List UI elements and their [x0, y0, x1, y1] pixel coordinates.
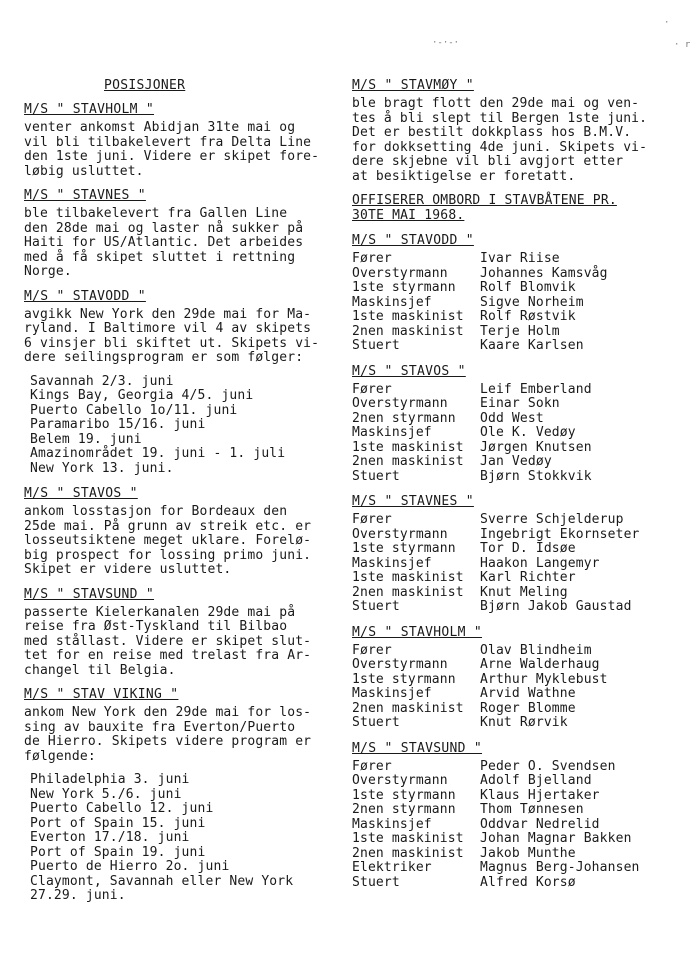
ship-heading: M/S " STAVSUND " [24, 586, 155, 602]
paragraph-line: tes å bli slept til Bergen 1ste juni. [352, 110, 648, 126]
crew-name: Jørgen Knutsen [480, 439, 592, 455]
crew-name: Bjørn Stokkvik [480, 468, 592, 484]
crew-row [352, 644, 682, 659]
crew-section [352, 741, 682, 891]
crew-section [352, 625, 682, 731]
position-paragraph [24, 308, 342, 366]
crew-row [352, 383, 682, 398]
paragraph-line: ble tilbakelevert fra Gallen Line [24, 206, 288, 221]
crew-role: Stuert [352, 468, 400, 484]
scan-speck: · r [674, 40, 691, 50]
crew-row [352, 687, 682, 702]
crew-name: Einar Sokn [480, 396, 560, 411]
paragraph-line: vil bli tilbakelevert fra Delta Line [24, 134, 312, 150]
paragraph-line: følgende: [24, 748, 96, 764]
ship-heading: M/S " STAVOS " [352, 363, 466, 379]
crew-row [352, 296, 682, 311]
itinerary-list [30, 375, 342, 477]
position-section [24, 486, 342, 578]
itinerary-item: Puerto Cabello 12. juni [30, 801, 214, 816]
ship-heading: M/S " STAVNES " [24, 188, 146, 203]
crew-table [352, 513, 682, 615]
crew-role: 1ste maskinist [352, 439, 464, 455]
crew-row [352, 716, 682, 731]
ship-heading: M/S " STAVHOLM " [352, 624, 483, 640]
crew-name: Knut Meling [480, 584, 568, 600]
position-paragraph [24, 706, 342, 764]
crew-name: Oddvar Nedrelid [480, 816, 600, 832]
crew-row [352, 397, 682, 412]
crew-name: Arthur Myklebust [480, 671, 608, 687]
crew-row [352, 252, 682, 267]
paragraph-line: Haiti for US/Atlantic. Det arbeides [24, 235, 304, 250]
crew-role: Fører [352, 758, 392, 774]
crew-role: Elektriker [352, 860, 432, 875]
paragraph-line: med stållast. Videre er skipet slut- [24, 633, 312, 649]
crew-role: 1ste styrmann [352, 280, 456, 295]
crew-row [352, 861, 682, 876]
paragraph-line: ankom New York den 29de mai for los- [24, 705, 312, 720]
crew-row [352, 789, 682, 804]
crew-role: Overstyrmann [352, 526, 448, 542]
crew-name: Tor D. Idsøe [480, 541, 576, 556]
crew-name: Sverre Schjelderup [480, 512, 624, 527]
position-section [24, 188, 342, 280]
crew-role: Fører [352, 251, 392, 266]
crew-row [352, 658, 682, 673]
crew-role: Maskinsjef [352, 555, 432, 571]
crew-table [352, 760, 682, 891]
crew-name: Ole K. Vedøy [480, 425, 576, 440]
position-paragraph [24, 121, 342, 179]
crew-section [352, 364, 682, 485]
crew-name: Rolf Røstvik [480, 309, 576, 324]
crew-role: 1ste maskinist [352, 831, 464, 846]
itinerary-item: Everton 17./18. juni [30, 830, 190, 845]
crew-name: Sigve Norheim [480, 294, 584, 310]
crew-role: Maskinsjef [352, 294, 432, 310]
crew-row [352, 513, 682, 528]
scan-speck: · [664, 18, 670, 28]
ship-heading: M/S " STAVOS " [24, 486, 138, 501]
paragraph-line: Norge. [24, 264, 72, 279]
scan-speck: ·-·-· [432, 38, 460, 48]
itinerary-list [30, 773, 342, 904]
crew-row [352, 847, 682, 862]
position-paragraph [24, 606, 342, 679]
paragraph-line: 25de mai. På grunn av streik etc. er [24, 518, 312, 534]
crew-name: Bjørn Jakob Gaustad [480, 599, 632, 614]
crew-name: Magnus Berg-Johansen [480, 860, 640, 875]
crew-name: Arne Walderhaug [480, 657, 600, 672]
ship-heading: M/S " STAVODD " [352, 233, 474, 248]
crew-name: Jan Vedøy [480, 454, 552, 469]
paragraph-line: big prospect for lossing primo juni. [24, 547, 312, 563]
crew-row [352, 774, 682, 789]
crew-row [352, 586, 682, 601]
ship-heading: M/S " STAVNES " [352, 494, 474, 509]
itinerary-item: Port of Spain 19. juni [30, 844, 206, 860]
crew-row [352, 673, 682, 688]
paragraph-line: tet for en reise med trelast fra Ar- [24, 648, 312, 663]
paragraph-line: losseutsiktene meget uklare. Forelø- [24, 533, 312, 548]
crew-role: Stuert [352, 599, 400, 614]
ship-heading: M/S " STAVODD " [24, 288, 146, 304]
crew-row [352, 310, 682, 325]
paragraph-line: med å få skipet sluttet i rettning [24, 249, 296, 265]
paragraph-line: Det er bestilt dokkplass hos B.M.V. [352, 125, 632, 140]
crew-row [352, 339, 682, 354]
crew-name: Terje Holm [480, 323, 560, 339]
paragraph-line: reise fra Øst-Tyskland til Bilbao [24, 619, 288, 634]
crew-row [352, 876, 682, 891]
itinerary-item: 27.29. juni. [30, 888, 126, 903]
crew-role: 1ste maskinist [352, 309, 464, 324]
crew-role: 1ste styrmann [352, 541, 456, 556]
crew-role: 2nen maskinist [352, 845, 464, 861]
officers-heading [352, 193, 682, 223]
ship-heading: M/S " STAVHOLM " [24, 102, 155, 117]
ship-heading: M/S " STAVSUND " [352, 740, 483, 756]
crew-name: Johannes Kamsvåg [480, 265, 608, 281]
itinerary-item: New York 13. juni. [30, 460, 174, 476]
officers-heading-line: 30TE MAI 1968. [352, 208, 465, 223]
crew-name: Klaus Hjertaker [480, 787, 600, 803]
crew-row [352, 832, 682, 847]
crew-name: Adolf Bjelland [480, 773, 592, 788]
position-section [24, 687, 342, 904]
crew-role: 2nen styrmann [352, 410, 456, 426]
itinerary-item: Claymont, Savannah eller New York [30, 873, 294, 889]
itinerary-item: Kings Bay, Georgia 4/5. juni [30, 388, 254, 403]
itinerary-item: New York 5./6. juni [30, 786, 182, 802]
paragraph-line: dere seilingsprogram er som følger: [24, 350, 304, 365]
crew-name: Karl Richter [480, 570, 576, 585]
crew-role: Stuert [352, 338, 400, 353]
crew-name: Ingebrigt Ekornseter [480, 526, 640, 542]
stavmoy-section [352, 78, 682, 184]
crew-role: Fører [352, 642, 392, 658]
paragraph-line: den 1ste juni. Videre er skipet fore- [24, 149, 320, 164]
page-title: POSISJONER [104, 78, 186, 93]
paragraph-line: ankom losstasjon for Bordeaux den [24, 504, 288, 519]
itinerary-item: Puerto de Hierro 2o. juni [30, 859, 230, 874]
crew-role: 2nen maskinist [352, 323, 464, 339]
paragraph-line: changel til Belgia. [24, 662, 176, 678]
paragraph-line: at besiktigelse er foretatt. [352, 168, 576, 184]
crew-name: Alfred Korsø [480, 874, 576, 890]
itinerary-item: Amazinområdet 19. juni - 1. juli [30, 446, 286, 461]
crew-name: Johan Magnar Bakken [480, 831, 632, 846]
paragraph-line: de Hierro. Skipets videre program er [24, 734, 312, 749]
crew-section [352, 494, 682, 615]
crew-name: Roger Blomme [480, 700, 576, 716]
position-section [24, 102, 342, 179]
crew-name: Ivar Riise [480, 251, 560, 266]
crew-section [352, 233, 682, 354]
right-column [352, 78, 682, 900]
paragraph-line: for dokksetting 4de juni. Skipets vi- [352, 139, 648, 155]
paragraph-line: dere skjebne vil bli avgjort etter [352, 154, 624, 169]
crew-row [352, 600, 682, 615]
crew-role: 2nen maskinist [352, 700, 464, 716]
position-section [24, 587, 342, 679]
crew-role: Fører [352, 381, 392, 397]
crew-role: Overstyrmann [352, 657, 448, 672]
crew-row [352, 557, 682, 572]
left-column [24, 78, 342, 914]
itinerary-item: Philadelphia 3. juni [30, 772, 190, 787]
crew-name: Haakon Langemyr [480, 555, 600, 571]
crew-row [352, 267, 682, 282]
itinerary-item: Belem 19. juni [30, 431, 142, 447]
crew-table [352, 252, 682, 354]
crew-role: Fører [352, 512, 392, 527]
crew-role: 2nen styrmann [352, 802, 456, 817]
itinerary-item: Puerto Cabello 1o/11. juni [30, 402, 238, 418]
crew-role: Overstyrmann [352, 773, 448, 788]
crew-table [352, 644, 682, 731]
paragraph-line: passerte Kielerkanalen 29de mai på [24, 604, 296, 620]
ship-heading: M/S " STAVMØY " [352, 78, 474, 93]
crew-row [352, 542, 682, 557]
crew-name: Peder O. Svendsen [480, 758, 616, 774]
crew-name: Jakob Munthe [480, 845, 576, 861]
crew-row [352, 426, 682, 441]
paragraph-line: Skipet er videre usluttet. [24, 562, 232, 577]
crew-row [352, 818, 682, 833]
crew-row [352, 702, 682, 717]
paragraph-line: sing av bauxite fra Everton/Puerto [24, 719, 296, 735]
crew-role: 1ste maskinist [352, 570, 464, 585]
crew-row [352, 281, 682, 296]
crew-role: Overstyrmann [352, 265, 448, 281]
position-paragraph [352, 97, 682, 184]
crew-name: Kaare Karlsen [480, 338, 584, 353]
crew-name: Arvid Wathne [480, 686, 576, 701]
crew-row [352, 412, 682, 427]
crew-name: Thom Tønnesen [480, 802, 584, 817]
itinerary-item: Savannah 2/3. juni [30, 373, 174, 389]
position-paragraph [24, 505, 342, 578]
crew-role: Stuert [352, 715, 400, 730]
crew-role: 1ste styrmann [352, 787, 456, 803]
crew-lists [352, 233, 682, 890]
crew-name: Rolf Blomvik [480, 280, 576, 295]
crew-name: Leif Emberland [480, 381, 592, 397]
paragraph-line: løbig usluttet. [24, 163, 144, 179]
crew-name: Olav Blindheim [480, 642, 592, 658]
crew-role: Overstyrmann [352, 396, 448, 411]
itinerary-item: Paramaribo 15/16. juni [30, 417, 206, 432]
crew-row [352, 455, 682, 470]
crew-role: Maskinsjef [352, 425, 432, 440]
crew-role: 2nen maskinist [352, 584, 464, 600]
ship-heading: M/S " STAV VIKING " [24, 687, 179, 702]
paragraph-line: 6 vinsjer bli skiftet ut. Skipets vi- [24, 335, 320, 351]
crew-role: Maskinsjef [352, 816, 432, 832]
crew-role: 2nen maskinist [352, 454, 464, 469]
crew-name: Knut Rørvik [480, 715, 568, 730]
crew-row [352, 760, 682, 775]
crew-table [352, 383, 682, 485]
itinerary-item: Port of Spain 15. juni [30, 815, 206, 831]
position-paragraph [24, 207, 342, 280]
paragraph-line: avgikk New York den 29de mai for Ma- [24, 306, 312, 322]
position-section [24, 289, 342, 477]
crew-row [352, 571, 682, 586]
crew-row [352, 325, 682, 340]
paragraph-line: ryland. I Baltimore vil 4 av skipets [24, 321, 312, 336]
crew-role: Maskinsjef [352, 686, 432, 701]
officers-heading-line: OFFISERER OMBORD I STAVBÅTENE PR. [352, 193, 617, 208]
crew-row [352, 528, 682, 543]
crew-row [352, 441, 682, 456]
crew-name: Odd West [480, 410, 544, 426]
paragraph-line: venter ankomst Abidjan 31te mai og [24, 120, 296, 135]
crew-role: Stuert [352, 874, 400, 890]
crew-role: 1ste styrmann [352, 671, 456, 687]
crew-row [352, 803, 682, 818]
paragraph-line: den 28de mai og laster nå sukker på [24, 220, 304, 236]
crew-row [352, 470, 682, 485]
paragraph-line: ble bragt flott den 29de mai og ven- [352, 96, 640, 111]
